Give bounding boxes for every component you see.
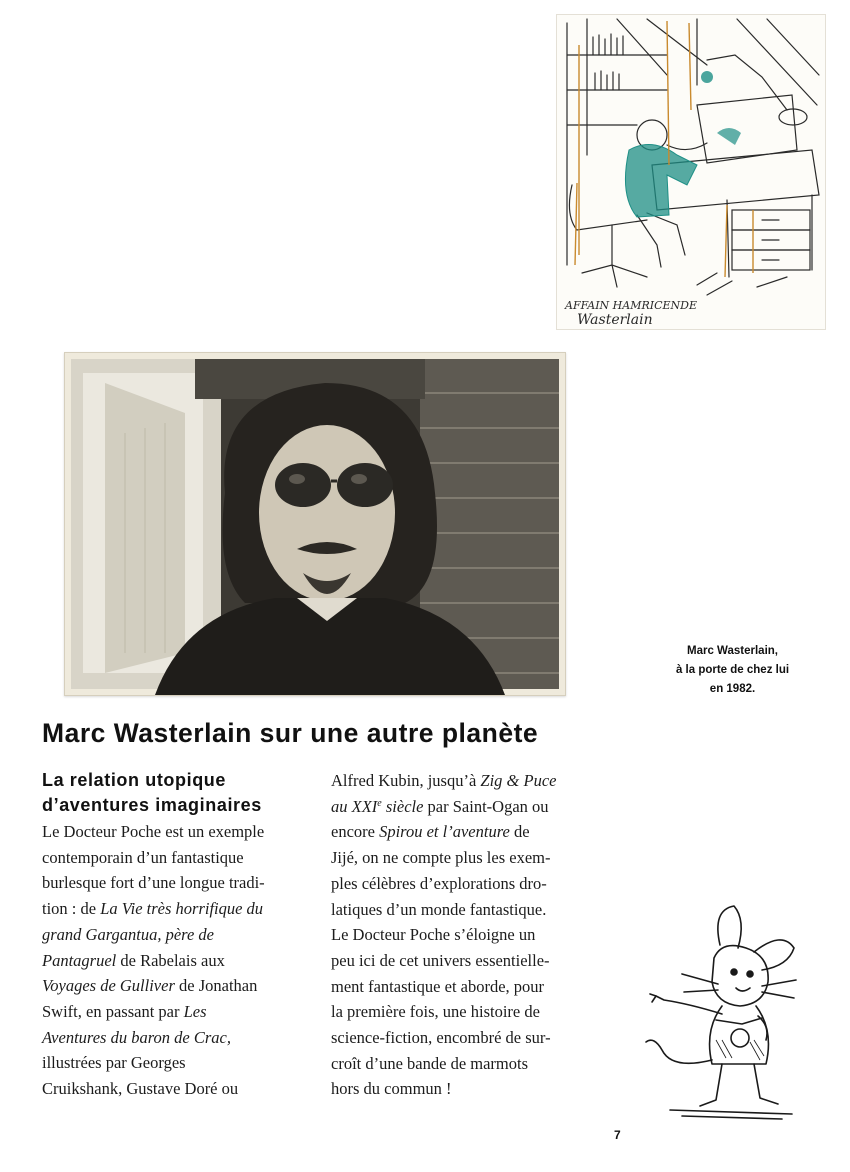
- body-text: de Jonathan: [174, 976, 258, 996]
- body-line: [331, 819, 621, 845]
- body-text: tion : de: [42, 899, 101, 919]
- book-title: Les: [183, 1001, 207, 1021]
- body-text: par Saint-Ogan ou: [423, 796, 549, 816]
- body-line: la première fois, une histoire de: [331, 1002, 540, 1022]
- caption-line: Marc Wasterlain,: [687, 645, 778, 657]
- body-line: contemporain d’un fantastique: [42, 847, 244, 867]
- body-text: de Rabelais aux: [116, 950, 225, 970]
- book-title: Aventures du baron de Crac,: [42, 1027, 231, 1047]
- body-text: Alfred Kubin, jusqu’à: [331, 771, 481, 790]
- body-text: Swift, en passant par: [42, 1001, 184, 1021]
- body-text: de: [509, 822, 530, 842]
- caption-line: en 1982.: [709, 683, 756, 695]
- article-title: Marc Wasterlain sur une autre planète: [42, 718, 539, 748]
- subtitle-line: La relation utopique: [42, 770, 227, 790]
- body-line: Le Docteur Poche est un exemple: [42, 822, 265, 841]
- body-line: latiques d’un monde fantastique.: [331, 899, 547, 919]
- book-title: [331, 797, 423, 816]
- book-title-part: au XXI: [331, 796, 378, 816]
- subtitle-line: d’aventures imaginaires: [42, 795, 262, 815]
- body-line: [331, 794, 621, 820]
- body-line: ment fantastique et aborde, pour: [331, 976, 545, 996]
- body-line: [42, 1025, 322, 1051]
- body-line: peu ici de cet univers essentielle-: [331, 950, 550, 970]
- book-title: Pantagruel: [42, 950, 117, 970]
- text-column-right: [331, 768, 621, 1102]
- book-title-part: siècle: [381, 796, 424, 816]
- body-line: Jijé, on ne compte plus les exem-: [331, 848, 551, 868]
- article-subtitle: [42, 768, 322, 818]
- mouse-character-sketch: [642, 900, 802, 1125]
- book-title: Spirou et l’aventure: [379, 822, 510, 842]
- signature-bottom: Wasterlain: [577, 312, 653, 328]
- body-line: [42, 896, 322, 922]
- caption-line: à la porte de chez lui: [675, 664, 790, 676]
- body-line: [42, 973, 322, 999]
- book-title: grand Gargantua, père de: [42, 924, 215, 944]
- page-number: 7: [614, 1128, 621, 1142]
- body-line: [42, 922, 322, 948]
- body-line: [42, 948, 322, 974]
- body-line: [42, 999, 322, 1025]
- book-title: Voyages de Gulliver: [42, 976, 175, 996]
- body-line: ples célèbres d’explorations dro-: [331, 873, 547, 893]
- text-column-left: [42, 768, 322, 1102]
- portrait-photo: [64, 352, 566, 696]
- body-line: science-fiction, encombré de sur-: [331, 1028, 551, 1048]
- body-line: hors du commun !: [331, 1079, 452, 1099]
- body-line: Cruikshank, Gustave Doré ou: [42, 1079, 239, 1099]
- signature-top: AFFAIN HAMRICENDE: [565, 299, 698, 312]
- book-title: La Vie très horrifique du: [100, 899, 264, 919]
- artist-desk-illustration: [556, 14, 826, 330]
- body-line: illustrées par Georges: [42, 1053, 186, 1073]
- book-title: Zig & Puce: [480, 771, 557, 790]
- photo-caption: [650, 642, 815, 699]
- body-line: burlesque fort d’une longue tradi-: [42, 873, 265, 893]
- superscript: e: [377, 797, 382, 809]
- body-line: [331, 768, 621, 794]
- body-line: Le Docteur Poche s’éloigne un: [331, 925, 536, 945]
- body-text: encore: [331, 822, 380, 842]
- body-line: croît d’une bande de marmots: [331, 1053, 529, 1073]
